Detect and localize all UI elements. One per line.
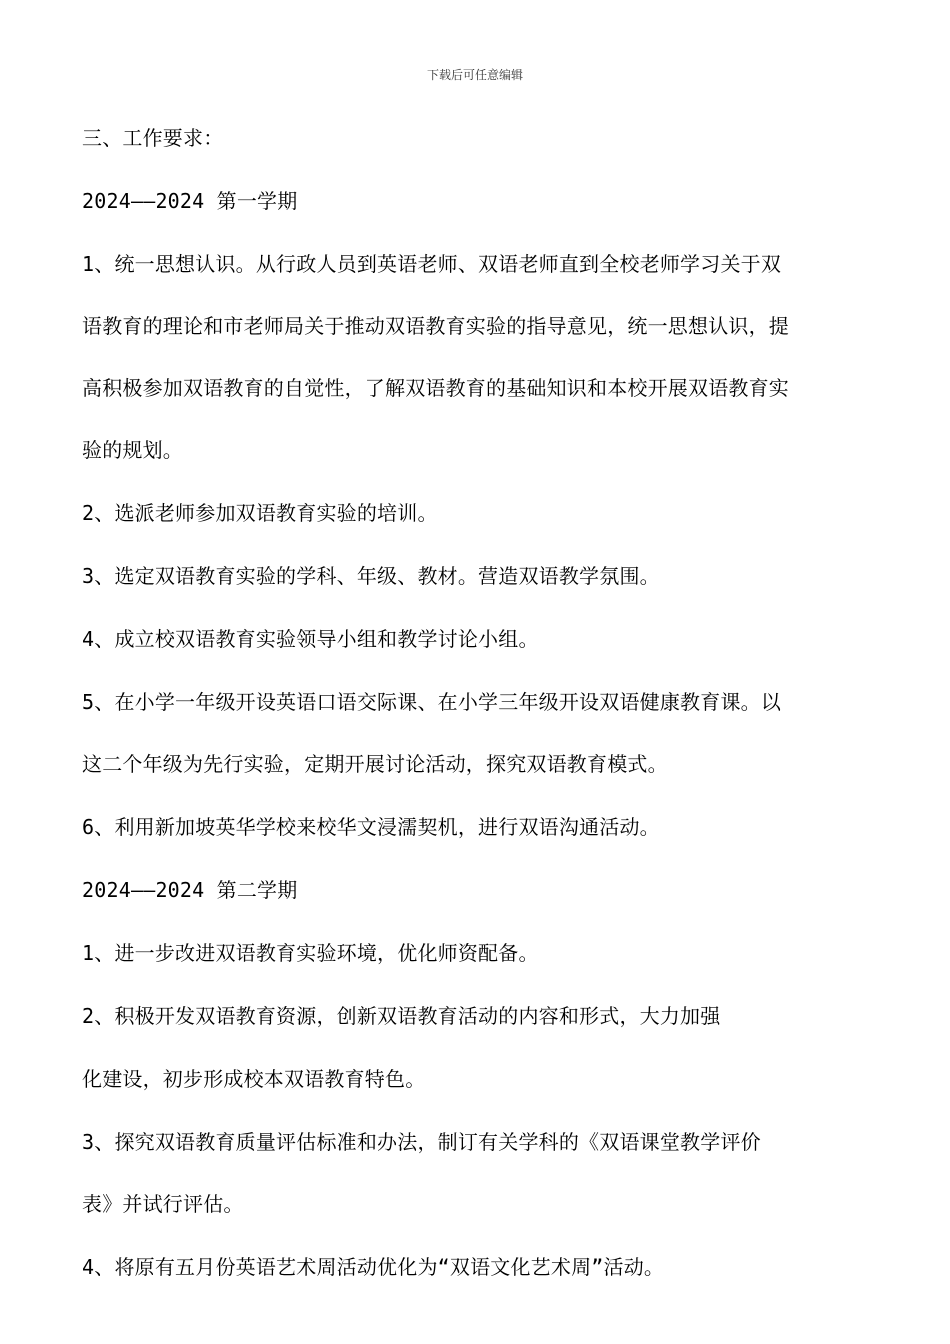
section-title: 三、工作要求：: [82, 126, 224, 150]
term1-item1: [82, 244, 872, 470]
term2-item2-line2: 化建设，初步形成校本双语教育特色。: [82, 1067, 426, 1091]
text-line: 表》并试行评估。: [82, 1192, 244, 1216]
page-header-note: 下载后可任意编辑: [426, 68, 523, 82]
text-line: 3、探究双语教育质量评估标准和办法，制订有关学科的《双语课堂教学评价: [82, 1130, 761, 1154]
text-line: 语教育的理论和市老师局关于推动双语教育实验的指导意见，统一思想认识，提: [82, 314, 789, 338]
term2-item3: [82, 1122, 872, 1224]
term2-title: 2024——2024 第二学期: [82, 878, 298, 902]
term1-item2: 2、选派老师参加双语教育实验的培训。: [82, 501, 438, 525]
text-line: 这二个年级为先行实验，定期开展讨论活动，探究双语教育模式。: [82, 752, 668, 776]
term1-item3: 3、选定双语教育实验的学科、年级、教材。营造双语教学氛围。: [82, 564, 660, 588]
term2-item1: 1、进一步改进双语教育实验环境，优化师资配备。: [82, 941, 539, 965]
term1-item5: [82, 682, 872, 784]
text-line: 1、统一思想认识。从行政人员到英语老师、双语老师直到全校老师学习关于双: [82, 252, 782, 276]
document-body: [82, 118, 872, 1310]
term1-item6: 6、利用新加坡英华学校来校华文浸濡契机，进行双语沟通活动。: [82, 815, 660, 839]
term1-title: 2024——2024 第一学期: [82, 189, 298, 213]
text-line: 验的规划。: [82, 438, 183, 462]
text-line: 高积极参加双语教育的自觉性，了解双语教育的基础知识和本校开展双语教育实: [82, 376, 789, 400]
term2-item2-line1: 2、积极开发双语教育资源，创新双语教育活动的内容和形式，大力加强: [82, 1004, 721, 1028]
term1-item4: 4、成立校双语教育实验领导小组和教学讨论小组。: [82, 627, 539, 651]
text-line: 5、在小学一年级开设英语口语交际课、在小学三年级开设双语健康教育课。以: [82, 690, 782, 714]
term2-item4: 4、将原有五月份英语艺术周活动优化为“双语文化艺术周”活动。: [82, 1255, 665, 1279]
